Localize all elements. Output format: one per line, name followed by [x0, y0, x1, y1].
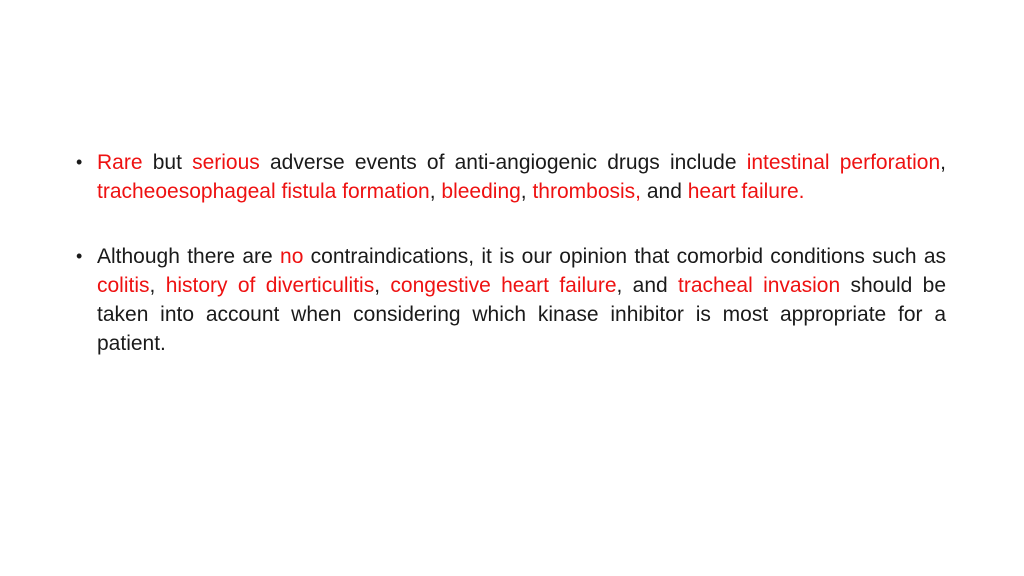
- bullet-marker: •: [76, 246, 83, 266]
- highlighted-term: colitis: [97, 274, 150, 297]
- body-text: ,: [429, 180, 442, 203]
- bullet-list: [76, 148, 946, 358]
- highlighted-term: tracheoesophageal fistula formation: [97, 180, 430, 203]
- bullet-adverse-events: [76, 148, 946, 206]
- highlighted-term: serious: [192, 151, 260, 174]
- highlighted-term: heart failure.: [687, 180, 805, 203]
- body-text: ,: [149, 274, 166, 297]
- highlighted-term: congestive heart failure: [390, 274, 617, 297]
- body-text: should be taken into account when considering which kinase inhibitor is most appropriate for a patient.: [97, 274, 947, 355]
- body-text: but: [142, 151, 193, 174]
- highlighted-term: intestinal perforation: [746, 151, 941, 174]
- highlighted-term: Rare: [97, 151, 143, 174]
- bullet-comorbid-conditions: [76, 242, 946, 358]
- body-text: and: [641, 180, 688, 203]
- highlighted-term: tracheal invasion: [678, 274, 841, 297]
- body-text: ,: [374, 274, 391, 297]
- highlighted-term: history of diverticulitis: [165, 274, 375, 297]
- body-text: Although there are: [97, 245, 281, 268]
- bullet-marker: •: [76, 152, 83, 172]
- body-text: contraindications, it is our opinion that comorbid conditions such as: [303, 245, 947, 268]
- bullet-text: [97, 151, 946, 203]
- highlighted-term: thrombosis,: [532, 180, 642, 203]
- highlighted-term: no: [280, 245, 304, 268]
- bullet-text: [97, 245, 946, 355]
- body-text: ,: [520, 180, 533, 203]
- body-text: adverse events of anti-angiogenic drugs include: [259, 151, 747, 174]
- highlighted-term: bleeding: [441, 180, 521, 203]
- body-text: , and: [616, 274, 679, 297]
- body-text: ,: [940, 151, 946, 174]
